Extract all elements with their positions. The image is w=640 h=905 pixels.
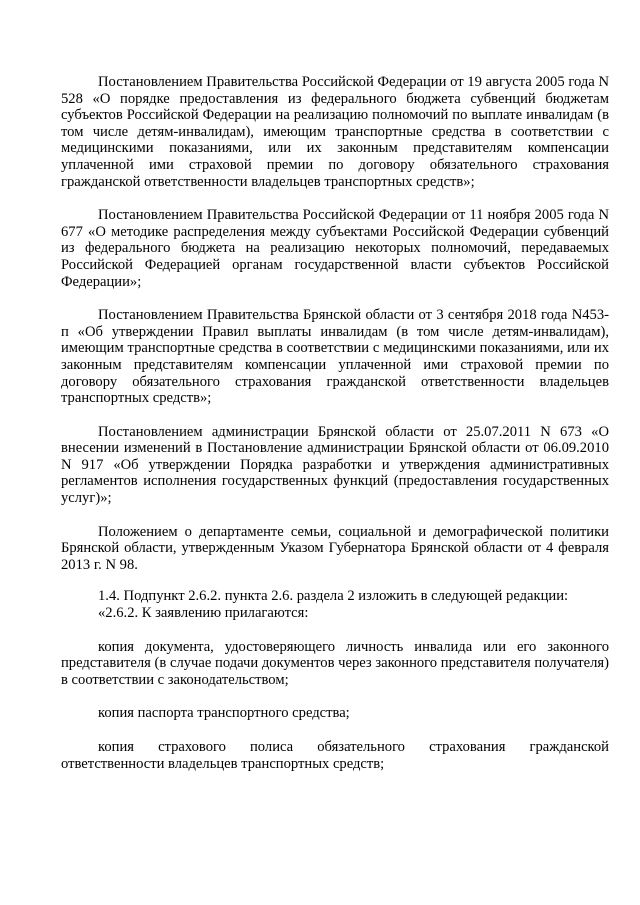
paragraph-resolution-673: Постановлением администрации Брянской области от 25.07.2011 N 673 «О внесении изменений в Постановление администрации Брянской области от 06.09.2010 N 917 «Об утверждении Порядка разработки и утверждения административных регламентов исполнения государственных функций (предоставления государственных услуг)»; [61,423,609,507]
paragraph-amendment-1-4: 1.4. Подпункт 2.6.2. пункта 2.6. раздела 2 изложить в следующей редакции: [98,588,569,605]
paragraph-resolution-528: Постановлением Правительства Российской Федерации от 19 августа 2005 года N 528 «О порядке предоставления из федерального бюджета субвенций бюджетам субъектов Российской Федерации на реализацию полномочий по выплате инвалидам (в том числе детям-инвалидам), имеющим транспортные средства в соответствии с медицинскими показаниями, или их законным представителям компенсации уплаченной ими страховой премии по договору обязательного страхования гражданской ответственности владельцев транспортных средств»; [61,74,609,190]
list-item-insurance-policy: копия страхового полиса обязательного страхования гражданской ответственности владельцев транспортных средств; [61,739,609,772]
paragraph-2-6-2-heading: «2.6.2. К заявлению прилагаются: [98,605,309,622]
document-page [61,74,609,772]
paragraph-resolution-453p: Постановлением Правительства Брянской области от 3 сентября 2018 года N453-п «Об утверждении Правил выплаты инвалидам (в том числе детям-инвалидам), имеющим транспортные средства в соответствии с медицинскими показаниями, или их законным представителям компенсации уплаченной ими страховой премии по договору обязательного страхования гражданской ответственности владельцев транспортных средств»; [61,307,609,407]
paragraph-resolution-677: Постановлением Правительства Российской Федерации от 11 ноября 2005 года N 677 «О методике распределения между субъектами Российской Федерации субвенций из федерального бюджета на реализацию некоторых полномочий, передаваемых Российской Федерацией органам государственной власти субъектов Российской Федерации»; [61,207,609,290]
paragraph-department-regulation: Положением о департаменте семьи, социальной и демографической политики Брянской области, утвержденным Указом Губернатора Брянской области от 4 февраля 2013 г. N 98. [61,523,609,573]
list-item-identity-document: копия документа, удостоверяющего личность инвалида или его законного представителя (в случае подачи документов через законного представителя получателя) в соответствии с законодательством; [61,638,609,688]
list-item-vehicle-passport: копия паспорта транспортного средства; [98,705,350,722]
